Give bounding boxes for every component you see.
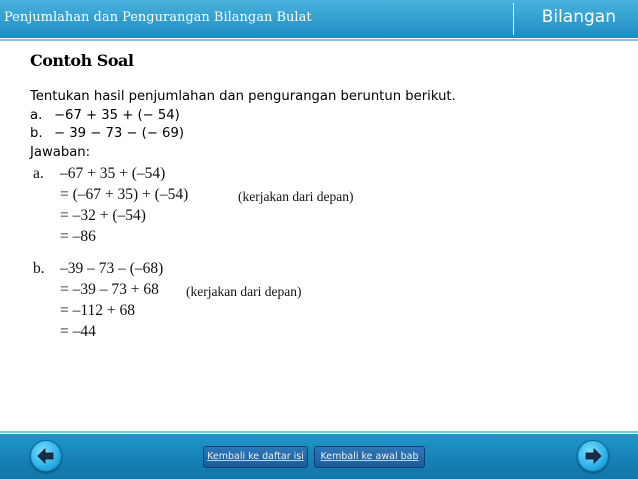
problem-b-expr: − 39 − 73 − (− 69) [54, 126, 184, 141]
header-underline [0, 39, 638, 41]
problem-a-expr: −67 + 35 + (− 54) [54, 107, 180, 123]
solution-b-note: (kerjakan dari depan) [186, 284, 302, 299]
solution-a-note: (kerjakan dari depan) [238, 189, 354, 204]
slide-subtitle: Penjumlahan dan Pengurangan Bilangan Bulat [4, 10, 312, 25]
problem-a-label: a. [30, 107, 43, 123]
arrow-right-icon [578, 441, 608, 471]
intro-text: Tentukan hasil penjumlahan dan pengurangan beruntun berikut. [30, 89, 456, 104]
solution-b-line-4: = –44 [60, 323, 96, 340]
answer-label: Jawaban: [30, 144, 91, 160]
header-bar [0, 0, 638, 38]
solution-b-label: b. [33, 260, 45, 277]
solution-b-line-3: = –112 + 68 [60, 302, 136, 319]
section-heading: Contoh Soal [30, 51, 134, 70]
problem-statement [30, 88, 456, 162]
solution-a-line-4: = –86 [60, 228, 96, 245]
solution-b-line-1: –39 – 73 – (–68) [60, 260, 164, 277]
table-of-contents-link[interactable]: Kembali ke daftar isi [203, 446, 308, 468]
solution-a-line-3: = –32 + (–54) [60, 207, 146, 224]
footer-overline [0, 431, 638, 433]
arrow-left-icon [31, 441, 61, 471]
solution-a-line-1: –67 + 35 + (–54) [60, 165, 166, 182]
solution-a-line-2: = (–67 + 35) + (–54) [60, 186, 189, 203]
problem-b-label: b. [30, 126, 43, 141]
chapter-title: Bilangan [541, 7, 616, 27]
chapter-start-link[interactable]: Kembali ke awal bab [314, 446, 425, 468]
next-button[interactable] [577, 440, 609, 472]
solution-b-line-2: = –39 – 73 + 68 [60, 281, 159, 298]
problem-a [30, 107, 456, 126]
problem-b [30, 125, 456, 144]
header-divider [513, 3, 514, 35]
solution-a-label: a. [33, 165, 44, 182]
prev-button[interactable] [30, 440, 62, 472]
